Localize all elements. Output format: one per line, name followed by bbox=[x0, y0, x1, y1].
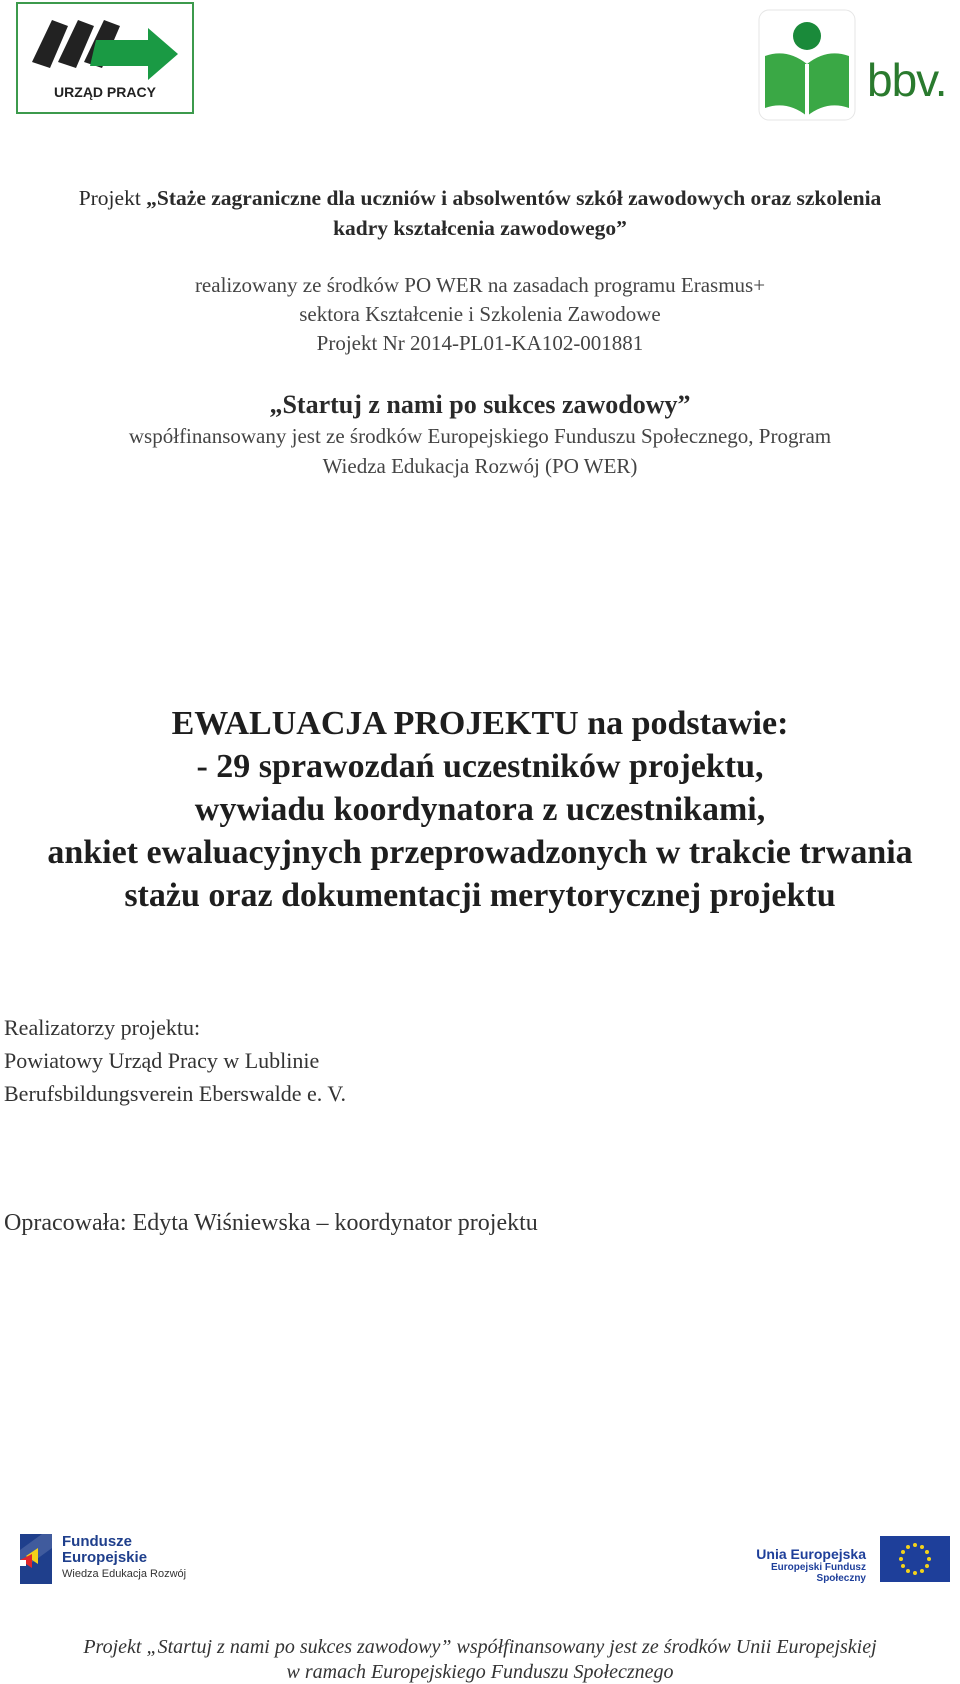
project-title-line-1 bbox=[0, 186, 960, 211]
project-slogan: „Startuj z nami po sukces zawodowy” bbox=[269, 390, 691, 419]
funding-line: realizowany ze środków PO WER na zasadach programu Erasmus+ bbox=[194, 273, 766, 297]
fe-logo-line-2: Europejskie bbox=[62, 1549, 148, 1566]
eu-logo-line-2: Europejski Fundusz Społeczny bbox=[770, 1562, 866, 1584]
bbv-logo-text: bbv. bbox=[867, 54, 947, 106]
sector-line: sektora Kształcenie i Szkolenia Zawodowe bbox=[299, 302, 661, 326]
unia-europejska-logo bbox=[720, 1534, 952, 1584]
evaluation-line-interview: wywiadu koordynatora z uczestnikami, bbox=[194, 791, 766, 828]
project-title-part-1: „Staże zagraniczne dla uczniów i absolwentów szkół zawodowych oraz szkolenia bbox=[146, 186, 882, 210]
implementer-pup-lublin: Powiatowy Urząd Pracy w Lublinie bbox=[4, 1048, 320, 1073]
implementers-heading: Realizatorzy projektu: bbox=[4, 1015, 201, 1040]
fe-logo-line-1: Fundusze bbox=[62, 1533, 132, 1550]
eu-logo-line-1: Unia Europejska bbox=[756, 1546, 866, 1562]
project-title-line-2: kadry kształcenia zawodowego” bbox=[333, 216, 627, 240]
urzad-pracy-emblem bbox=[18, 6, 192, 86]
footer-line-1: Projekt „Startuj z nami po sukces zawodowy” współfinansowany jest ze środków Unii Europejskiej bbox=[83, 1636, 877, 1658]
implementer-bbv: Berufsbildungsverein Eberswalde e. V. bbox=[4, 1081, 346, 1106]
bbv-reader-emblem bbox=[757, 8, 867, 123]
evaluation-line-surveys: ankiet ewaluacyjnych przeprowadzonych w trakcie trwania bbox=[47, 834, 913, 871]
fe-emblem bbox=[16, 1530, 56, 1586]
project-prefix: Projekt bbox=[78, 186, 147, 210]
urzad-pracy-logo bbox=[16, 2, 194, 114]
bbv-logo bbox=[757, 8, 947, 123]
author-line: Opracowała: Edyta Wiśniewska – koordynator projektu bbox=[4, 1210, 538, 1236]
evaluation-heading: EWALUACJA PROJEKTU na podstawie: bbox=[171, 705, 789, 742]
fundusze-europejskie-logo bbox=[16, 1530, 196, 1588]
evaluation-line-reports: - 29 sprawozdań uczestników projektu, bbox=[196, 748, 764, 785]
evaluation-line-documentation: stażu oraz dokumentacji merytorycznej projektu bbox=[124, 877, 836, 914]
urzad-pracy-logo-text: URZĄD PRACY bbox=[54, 84, 156, 100]
footer-line-2: w ramach Europejskiego Funduszu Społecznego bbox=[286, 1661, 674, 1683]
eu-flag-icon bbox=[880, 1536, 950, 1582]
project-number: Projekt Nr 2014-PL01-KA102-001881 bbox=[316, 331, 644, 355]
cofinance-line-2: Wiedza Edukacja Rozwój (PO WER) bbox=[322, 454, 638, 478]
cofinance-line-1: współfinansowany jest ze środków Europejskiego Funduszu Społecznego, Program bbox=[128, 424, 832, 448]
fe-logo-line-3: Wiedza Edukacja Rozwój bbox=[62, 1568, 187, 1580]
